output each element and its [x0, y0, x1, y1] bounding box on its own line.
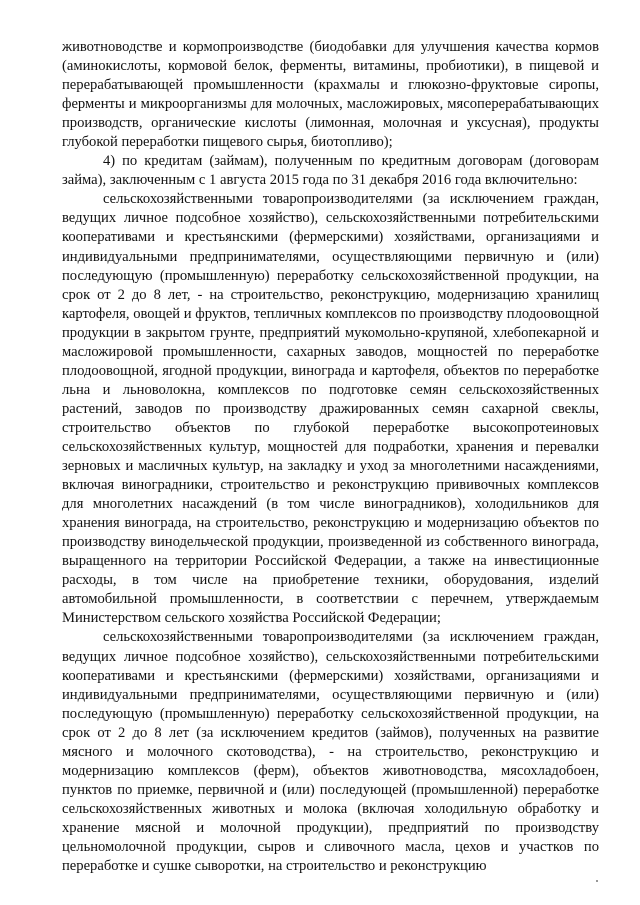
- paragraph-item-4: 4) по кредитам (займам), полученным по кредитным договорам (договорам займа), заключенным с 1 августа 2015 года по 31 декабря 2016 года включительно:: [62, 153, 599, 189]
- scan-speck: [596, 880, 598, 882]
- paragraph-livestock-construction: сельскохозяйственными товаропроизводителями (за исключением граждан, ведущих личное подсобное хозяйство), сельскохозяйственными потребительскими кооперативами и крестьянскими (фермерскими) хозяйствами, организациями и индивидуальными предпринимателями, осуществляющими первичную и (или) последующую (промышленную) переработку сельскохозяйственной продукции, на срок от 2 до 8 лет (за исключением кредитов (займов), полученных на развитие мясного и молочного скотоводства), - на строительство, реконструкцию и модернизацию комплексов (ферм), объектов животноводства, мясохладобоен, пунктов по приемке, первичной и (или) последующей (промышленной) переработке сельскохозяйственных животных и молока (включая холодильную обработку и хранение мясной и молочной продукции), предприятий по производству цельномолочной продукции, сыров и сливочного масла, цехов и участков по переработке и сушке сыворотки, на строительство и реконструкцию: [62, 629, 599, 875]
- paragraph-continuation: животноводстве и кормопроизводстве (биодобавки для улучшения качества кормов (аминокислоты, кормовой белок, ферменты, витамины, пробиотики), в пищевой и перерабатывающей промышленности (крахмалы и глюкозно-фруктовые сиропы, ферменты и микроорганизмы для молочных, масложировых, мясоперерабатывающих производств, органические кислоты (лимонная, молочная и уксусная), продукты глубокой переработки пищевого сырья, биотопливо);: [62, 39, 599, 151]
- paragraph-storage-construction: сельскохозяйственными товаропроизводителями (за исключением граждан, ведущих личное подсобное хозяйство), сельскохозяйственными потребительскими кооперативами и крестьянскими (фермерскими) хозяйствами, организациями и индивидуальными предпринимателями, осуществляющими первичную и (или) последующую (промышленную) переработку сельскохозяйственной продукции, на срок от 2 до 8 лет, - на строительство, реконструкцию, модернизацию хранилищ картофеля, овощей и фруктов, тепличных комплексов по производству плодоовощной продукции в закрытом грунте, предприятий мукомольно-крупяной, хлебопекарной и масложировой промышленности, сахарных заводов, мощностей по переработке плодоовощной, ягодной продукции, винограда и картофеля, объектов по переработке льна и льноволокна, комплексов по подготовке семян сельскохозяйственных растений, заводов по производству дражированных семян сахарной свеклы, строительство объектов по глубокой переработке высокопротеиновых сельскохозяйственных культур, мощностей для подработки, хранения и перевалки зерновых и масличных культур, на закладку и уход за многолетними насаждениями, включая виноградники, строительство и реконструкцию прививочных комплексов для многолетних насаждений (в том числе виноградников), холодильников для хранения винограда, на строительство, реконструкцию и модернизацию объектов по производству винодельческой продукции, произведенной из собственного винограда, выращенного на территории Российской Федерации, а также на инвестиционные расходы, в том числе на приобретение техники, оборудования, изделий автомобильной промышленности, в соответствии с перечнем, утверждаемым Министерством сельского хозяйства Российской Федерации;: [62, 191, 599, 627]
- document-page: [62, 38, 599, 876]
